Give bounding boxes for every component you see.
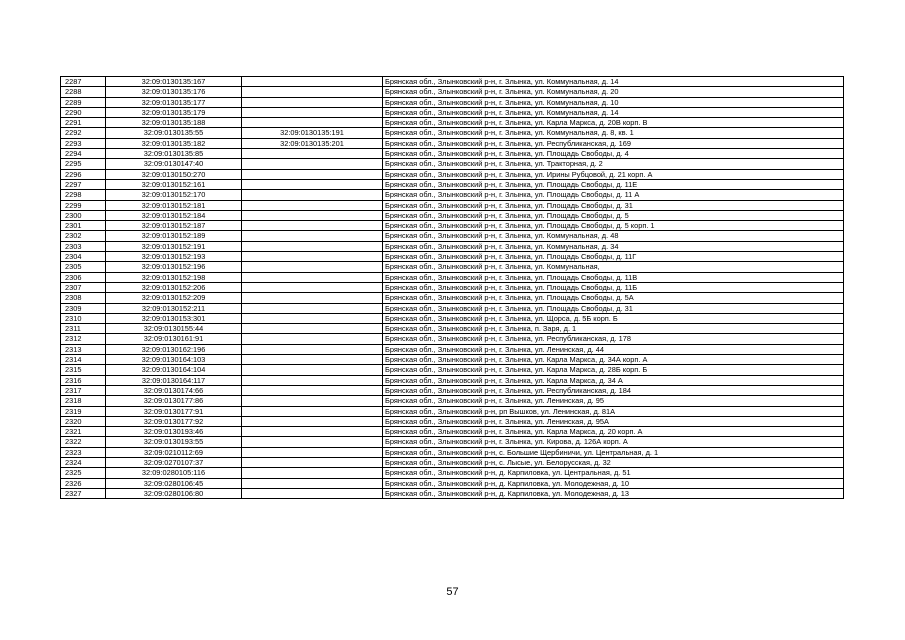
- linked-cadastral-number-cell: [242, 488, 383, 498]
- linked-cadastral-number-cell: [242, 252, 383, 262]
- table-row: [61, 179, 844, 189]
- linked-cadastral-number-cell: [242, 293, 383, 303]
- address-cell: Брянская обл., Злынковский р-н, г. Злынка, ул. Ленинская, д. 95А: [383, 416, 844, 426]
- table-row: [61, 437, 844, 447]
- address-cell: Брянская обл., Злынковский р-н, г. Злынка, ул. Ирины Рубцовой, д. 21 корп. А: [383, 169, 844, 179]
- row-number-cell: 2325: [61, 468, 106, 478]
- address-cell: Брянская обл., Злынковский р-н, г. Злынка, ул. Карла Маркса, д. 34 А: [383, 375, 844, 385]
- cadastral-number-cell: 32:09:0130135:176: [106, 87, 242, 97]
- address-cell: Брянская обл., Злынковский р-н, рп Вышков, ул. Ленинская, д. 81А: [383, 406, 844, 416]
- row-number-cell: 2319: [61, 406, 106, 416]
- linked-cadastral-number-cell: [242, 375, 383, 385]
- address-cell: Брянская обл., Злынковский р-н, г. Злынка, ул. Коммунальная, д. 48: [383, 231, 844, 241]
- address-cell: Брянская обл., Злынковский р-н, г. Злынка, ул. Площадь Свободы, д. 31: [383, 303, 844, 313]
- table-row: [61, 303, 844, 313]
- row-number-cell: 2303: [61, 241, 106, 251]
- address-cell: Брянская обл., Злынковский р-н, г. Злынка, п. Заря, д. 1: [383, 324, 844, 334]
- linked-cadastral-number-cell: [242, 447, 383, 457]
- address-cell: Брянская обл., Злынковский р-н, г. Злынка, ул. Площадь Свободы, д. 11Е: [383, 179, 844, 189]
- linked-cadastral-number-cell: 32:09:0130135:201: [242, 138, 383, 148]
- row-number-cell: 2290: [61, 107, 106, 117]
- address-cell: Брянская обл., Злынковский р-н, г. Злынка, ул. Площадь Свободы, д. 5 корп. 1: [383, 221, 844, 231]
- address-cell: Брянская обл., Злынковский р-н, г. Злынка, ул. Ленинская, д. 95: [383, 396, 844, 406]
- table-row: [61, 107, 844, 117]
- table-body: [61, 77, 844, 499]
- row-number-cell: 2302: [61, 231, 106, 241]
- cadastral-number-cell: 32:09:0130177:91: [106, 406, 242, 416]
- linked-cadastral-number-cell: [242, 313, 383, 323]
- linked-cadastral-number-cell: [242, 262, 383, 272]
- row-number-cell: 2289: [61, 97, 106, 107]
- row-number-cell: 2327: [61, 488, 106, 498]
- cadastral-number-cell: 32:09:0130152:211: [106, 303, 242, 313]
- linked-cadastral-number-cell: [242, 282, 383, 292]
- table-row: [61, 149, 844, 159]
- linked-cadastral-number-cell: [242, 365, 383, 375]
- linked-cadastral-number-cell: [242, 324, 383, 334]
- row-number-cell: 2301: [61, 221, 106, 231]
- cadastral-number-cell: 32:09:0130147:40: [106, 159, 242, 169]
- cadastral-number-cell: 32:09:0130174:66: [106, 385, 242, 395]
- table-row: [61, 385, 844, 395]
- address-cell: Брянская обл., Злынковский р-н, д. Карпиловка, ул. Молодежная, д. 10: [383, 478, 844, 488]
- table-row: [61, 190, 844, 200]
- row-number-cell: 2326: [61, 478, 106, 488]
- table-row: [61, 468, 844, 478]
- cadastral-number-cell: 32:09:0130177:92: [106, 416, 242, 426]
- linked-cadastral-number-cell: [242, 396, 383, 406]
- address-cell: Брянская обл., Злынковский р-н, г. Злынка, ул. Коммунальная, д. 34: [383, 241, 844, 251]
- cadastral-number-cell: 32:09:0130135:182: [106, 138, 242, 148]
- address-cell: Брянская обл., Злынковский р-н, д. Карпиловка, ул. Центральная, д. 51: [383, 468, 844, 478]
- address-cell: Брянская обл., Злынковский р-н, г. Злынка, ул. Площадь Свободы, д. 11 А: [383, 190, 844, 200]
- table-row: [61, 344, 844, 354]
- linked-cadastral-number-cell: [242, 190, 383, 200]
- table-row: [61, 221, 844, 231]
- row-number-cell: 2296: [61, 169, 106, 179]
- table-row: [61, 293, 844, 303]
- cadastral-number-cell: 32:09:0130152:181: [106, 200, 242, 210]
- table-row: [61, 365, 844, 375]
- row-number-cell: 2321: [61, 427, 106, 437]
- row-number-cell: 2297: [61, 179, 106, 189]
- address-cell: Брянская обл., Злынковский р-н, г. Злынка, ул. Кирова, д. 126А корп. А: [383, 437, 844, 447]
- cadastral-number-cell: 32:09:0130152:184: [106, 210, 242, 220]
- table-row: [61, 416, 844, 426]
- row-number-cell: 2306: [61, 272, 106, 282]
- row-number-cell: 2300: [61, 210, 106, 220]
- row-number-cell: 2310: [61, 313, 106, 323]
- address-cell: Брянская обл., Злынковский р-н, г. Злынка, ул. Коммунальная, д. 20: [383, 87, 844, 97]
- linked-cadastral-number-cell: [242, 468, 383, 478]
- table-row: [61, 282, 844, 292]
- cadastral-number-cell: 32:09:0130164:103: [106, 355, 242, 365]
- table-row: [61, 200, 844, 210]
- linked-cadastral-number-cell: [242, 241, 383, 251]
- row-number-cell: 2312: [61, 334, 106, 344]
- linked-cadastral-number-cell: [242, 437, 383, 447]
- linked-cadastral-number-cell: [242, 478, 383, 488]
- row-number-cell: 2320: [61, 416, 106, 426]
- cadastral-number-cell: 32:09:0130150:270: [106, 169, 242, 179]
- linked-cadastral-number-cell: [242, 385, 383, 395]
- cadastral-number-cell: 32:09:0130193:55: [106, 437, 242, 447]
- table-row: [61, 272, 844, 282]
- row-number-cell: 2298: [61, 190, 106, 200]
- linked-cadastral-number-cell: [242, 416, 383, 426]
- table-row: [61, 396, 844, 406]
- address-cell: Брянская обл., Злынковский р-н, г. Злынка, ул. Республиканская, д. 169: [383, 138, 844, 148]
- address-cell: Брянская обл., Злынковский р-н, г. Злынка, ул. Площадь Свободы, д. 11В: [383, 272, 844, 282]
- row-number-cell: 2324: [61, 457, 106, 467]
- cadastral-number-cell: 32:09:0130193:46: [106, 427, 242, 437]
- cadastral-number-cell: 32:09:0130135:55: [106, 128, 242, 138]
- address-cell: Брянская обл., Злынковский р-н, г. Злынка, ул. Коммунальная,: [383, 262, 844, 272]
- linked-cadastral-number-cell: [242, 303, 383, 313]
- row-number-cell: 2288: [61, 87, 106, 97]
- linked-cadastral-number-cell: [242, 427, 383, 437]
- table-row: [61, 334, 844, 344]
- address-cell: Брянская обл., Злынковский р-н, г. Злынка, ул. Республиканская, д. 178: [383, 334, 844, 344]
- cadastral-number-cell: 32:09:0130152:198: [106, 272, 242, 282]
- linked-cadastral-number-cell: [242, 406, 383, 416]
- linked-cadastral-number-cell: [242, 118, 383, 128]
- cadastral-number-cell: 32:09:0210112:69: [106, 447, 242, 457]
- address-cell: Брянская обл., Злынковский р-н, г. Злынка, ул. Коммунальная, д. 10: [383, 97, 844, 107]
- table-row: [61, 457, 844, 467]
- cadastral-number-cell: 32:09:0130161:91: [106, 334, 242, 344]
- address-cell: Брянская обл., Злынковский р-н, г. Злынка, ул. Площадь Свободы, д. 5А: [383, 293, 844, 303]
- row-number-cell: 2294: [61, 149, 106, 159]
- address-cell: Брянская обл., Злынковский р-н, г. Злынка, ул. Площадь Свободы, д. 5: [383, 210, 844, 220]
- address-cell: Брянская обл., Злынковский р-н, с. Лысые, ул. Белорусская, д. 32: [383, 457, 844, 467]
- cadastral-number-cell: 32:09:0130152:193: [106, 252, 242, 262]
- row-number-cell: 2323: [61, 447, 106, 457]
- cadastral-number-cell: 32:09:0130135:167: [106, 77, 242, 87]
- address-cell: Брянская обл., Злынковский р-н, г. Злынка, ул. Республиканская, д. 184: [383, 385, 844, 395]
- linked-cadastral-number-cell: [242, 97, 383, 107]
- address-cell: Брянская обл., Злынковский р-н, г. Злынка, ул. Площадь Свободы, д. 11Б: [383, 282, 844, 292]
- cadastral-number-cell: 32:09:0130135:85: [106, 149, 242, 159]
- row-number-cell: 2292: [61, 128, 106, 138]
- table-row: [61, 77, 844, 87]
- row-number-cell: 2305: [61, 262, 106, 272]
- address-cell: Брянская обл., Злынковский р-н, г. Злынка, ул. Тракторная, д. 2: [383, 159, 844, 169]
- linked-cadastral-number-cell: [242, 221, 383, 231]
- table-row: [61, 447, 844, 457]
- row-number-cell: 2313: [61, 344, 106, 354]
- linked-cadastral-number-cell: 32:09:0130135:191: [242, 128, 383, 138]
- linked-cadastral-number-cell: [242, 169, 383, 179]
- row-number-cell: 2309: [61, 303, 106, 313]
- cadastral-number-cell: 32:09:0130135:188: [106, 118, 242, 128]
- cadastral-number-cell: 32:09:0280106:80: [106, 488, 242, 498]
- row-number-cell: 2307: [61, 282, 106, 292]
- table-row: [61, 138, 844, 148]
- row-number-cell: 2293: [61, 138, 106, 148]
- address-cell: Брянская обл., Злынковский р-н, г. Злынка, ул. Карла Маркса, д. 34А корп. А: [383, 355, 844, 365]
- row-number-cell: 2308: [61, 293, 106, 303]
- table-row: [61, 241, 844, 251]
- cadastral-number-cell: 32:09:0130152:170: [106, 190, 242, 200]
- page-number: 57: [446, 586, 459, 598]
- table-row: [61, 262, 844, 272]
- table-row: [61, 375, 844, 385]
- address-cell: Брянская обл., Злынковский р-н, г. Злынка, ул. Коммунальная, д. 8, кв. 1: [383, 128, 844, 138]
- address-cell: Брянская обл., Злынковский р-н, г. Злынка, ул. Карла Маркса, д. 20В корп. В: [383, 118, 844, 128]
- address-cell: Брянская обл., Злынковский р-н, г. Злынка, ул. Площадь Свободы, д. 31: [383, 200, 844, 210]
- row-number-cell: 2314: [61, 355, 106, 365]
- table-row: [61, 210, 844, 220]
- cadastral-number-cell: 32:09:0130153:301: [106, 313, 242, 323]
- cadastral-number-cell: 32:09:0130152:161: [106, 179, 242, 189]
- table-row: [61, 252, 844, 262]
- linked-cadastral-number-cell: [242, 334, 383, 344]
- cadastral-number-cell: 32:09:0280105:116: [106, 468, 242, 478]
- address-cell: Брянская обл., Злынковский р-н, г. Злынка, ул. Площадь Свободы, д. 4: [383, 149, 844, 159]
- cadastral-number-cell: 32:09:0130164:104: [106, 365, 242, 375]
- linked-cadastral-number-cell: [242, 107, 383, 117]
- linked-cadastral-number-cell: [242, 231, 383, 241]
- linked-cadastral-number-cell: [242, 355, 383, 365]
- table-row: [61, 87, 844, 97]
- linked-cadastral-number-cell: [242, 87, 383, 97]
- table-row: [61, 478, 844, 488]
- cadastral-number-cell: 32:09:0130177:86: [106, 396, 242, 406]
- cadastral-number-cell: 32:09:0130152:206: [106, 282, 242, 292]
- cadastral-number-cell: 32:09:0130135:177: [106, 97, 242, 107]
- row-number-cell: 2295: [61, 159, 106, 169]
- table-row: [61, 169, 844, 179]
- cadastral-number-cell: 32:09:0270107:37: [106, 457, 242, 467]
- address-cell: Брянская обл., Злынковский р-н, с. Большие Щербиничи, ул. Центральная, д. 1: [383, 447, 844, 457]
- address-cell: Брянская обл., Злынковский р-н, г. Злынка, ул. Ленинская, д. 44: [383, 344, 844, 354]
- row-number-cell: 2317: [61, 385, 106, 395]
- row-number-cell: 2304: [61, 252, 106, 262]
- table-row: [61, 427, 844, 437]
- address-cell: Брянская обл., Злынковский р-н, г. Злынка, ул. Карла Маркса, д. 20 корп. А: [383, 427, 844, 437]
- address-cell: Брянская обл., Злынковский р-н, г. Злынка, ул. Коммунальная, д. 14: [383, 107, 844, 117]
- address-cell: Брянская обл., Злынковский р-н, г. Злынка, ул. Щорса, д. 5Б корп. Б: [383, 313, 844, 323]
- cadastral-number-cell: 32:09:0130135:179: [106, 107, 242, 117]
- linked-cadastral-number-cell: [242, 457, 383, 467]
- table-row: [61, 159, 844, 169]
- address-cell: Брянская обл., Злынковский р-н, г. Злынка, ул. Площадь Свободы, д. 11Г: [383, 252, 844, 262]
- address-cell: Брянская обл., Злынковский р-н, г. Злынка, ул. Карла Маркса, д. 28Б корп. Б: [383, 365, 844, 375]
- table-row: [61, 488, 844, 498]
- cadastral-number-cell: 32:09:0130152:189: [106, 231, 242, 241]
- linked-cadastral-number-cell: [242, 77, 383, 87]
- cadastral-number-cell: 32:09:0130164:117: [106, 375, 242, 385]
- table-row: [61, 97, 844, 107]
- table-row: [61, 313, 844, 323]
- table-row: [61, 355, 844, 365]
- cadastral-number-cell: 32:09:0130152:191: [106, 241, 242, 251]
- cadastral-number-cell: 32:09:0130152:187: [106, 221, 242, 231]
- row-number-cell: 2287: [61, 77, 106, 87]
- linked-cadastral-number-cell: [242, 149, 383, 159]
- address-cell: Брянская обл., Злынковский р-н, д. Карпиловка, ул. Молодежная, д. 13: [383, 488, 844, 498]
- table-row: [61, 231, 844, 241]
- row-number-cell: 2315: [61, 365, 106, 375]
- row-number-cell: 2291: [61, 118, 106, 128]
- table-row: [61, 406, 844, 416]
- linked-cadastral-number-cell: [242, 200, 383, 210]
- cadastral-number-cell: 32:09:0130152:209: [106, 293, 242, 303]
- cadastral-number-cell: 32:09:0130162:196: [106, 344, 242, 354]
- table-row: [61, 324, 844, 334]
- row-number-cell: 2311: [61, 324, 106, 334]
- linked-cadastral-number-cell: [242, 179, 383, 189]
- cadastral-number-cell: 32:09:0280106:45: [106, 478, 242, 488]
- row-number-cell: 2299: [61, 200, 106, 210]
- table-row: [61, 128, 844, 138]
- row-number-cell: 2316: [61, 375, 106, 385]
- address-cell: Брянская обл., Злынковский р-н, г. Злынка, ул. Коммунальная, д. 14: [383, 77, 844, 87]
- table-row: [61, 118, 844, 128]
- row-number-cell: 2318: [61, 396, 106, 406]
- data-table: [60, 76, 844, 499]
- linked-cadastral-number-cell: [242, 344, 383, 354]
- cadastral-number-cell: 32:09:0130155:44: [106, 324, 242, 334]
- cadastral-number-cell: 32:09:0130152:196: [106, 262, 242, 272]
- linked-cadastral-number-cell: [242, 272, 383, 282]
- row-number-cell: 2322: [61, 437, 106, 447]
- linked-cadastral-number-cell: [242, 210, 383, 220]
- linked-cadastral-number-cell: [242, 159, 383, 169]
